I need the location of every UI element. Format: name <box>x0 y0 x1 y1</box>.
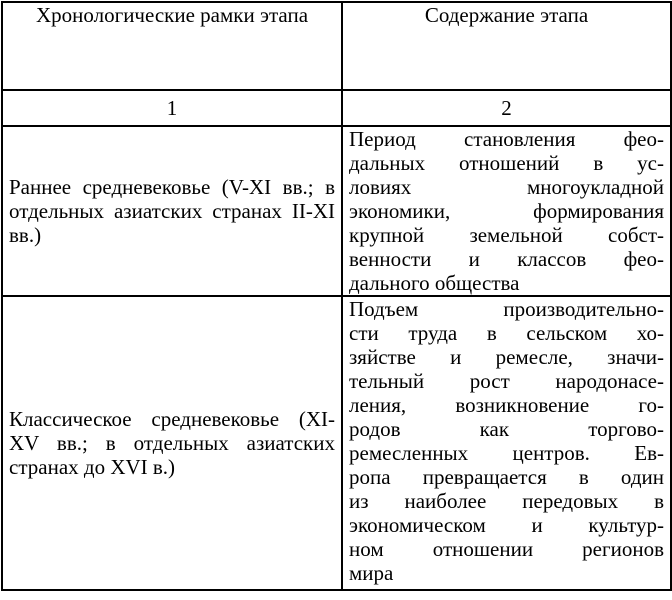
content-line: ропа превращается в один <box>349 465 664 489</box>
header-content: Содержание этапа <box>342 2 671 90</box>
content-line: из наиболее передовых в <box>349 489 664 513</box>
content-line: мира <box>349 561 394 585</box>
header-period: Хронологические рамки этапа <box>2 2 342 90</box>
content-line: Период становления фео- <box>349 127 664 151</box>
header-row <box>2 2 671 90</box>
content-line: экономики, формирования <box>349 199 664 223</box>
content-line: сти труда в сельском хо- <box>349 321 664 345</box>
content-line: ловиях многоукладной <box>349 175 664 199</box>
content-line: дальных отношений в ус- <box>349 151 664 175</box>
column-number-2: 2 <box>342 90 671 126</box>
period-cell-classical-middle-ages: Классическое средневековье (XI-XV вв.; в отдельных азиатских странах до XVI в.) <box>2 296 342 590</box>
periods-table <box>1 1 672 591</box>
period-cell-early-middle-ages: Раннее средневековье (V-XI вв.; в отдельных азиатских странах II-XI вв.) <box>2 126 342 296</box>
content-line: зяйстве и ремесле, значи- <box>349 345 664 369</box>
content-line: ремесленных центров. Ев- <box>349 441 664 465</box>
content-line: ления, возникновение го- <box>349 393 664 417</box>
column-number-1: 1 <box>2 90 342 126</box>
table-row <box>2 296 671 590</box>
content-line: ном отношении регионов <box>349 537 664 561</box>
content-cell-classical-middle-ages <box>342 296 671 590</box>
content-line: венности и классов фео- <box>349 247 664 271</box>
content-line: крупной земельной собст- <box>349 223 664 247</box>
content-cell-early-middle-ages <box>342 126 671 296</box>
content-line: дального общества <box>349 271 520 295</box>
column-number-row <box>2 90 671 126</box>
content-line: Подъем производительно- <box>349 297 664 321</box>
content-line: родов как торгово- <box>349 417 664 441</box>
table-row <box>2 126 671 296</box>
content-line: экономическом и культур- <box>349 513 664 537</box>
content-line: тельный рост народонасе- <box>349 369 664 393</box>
